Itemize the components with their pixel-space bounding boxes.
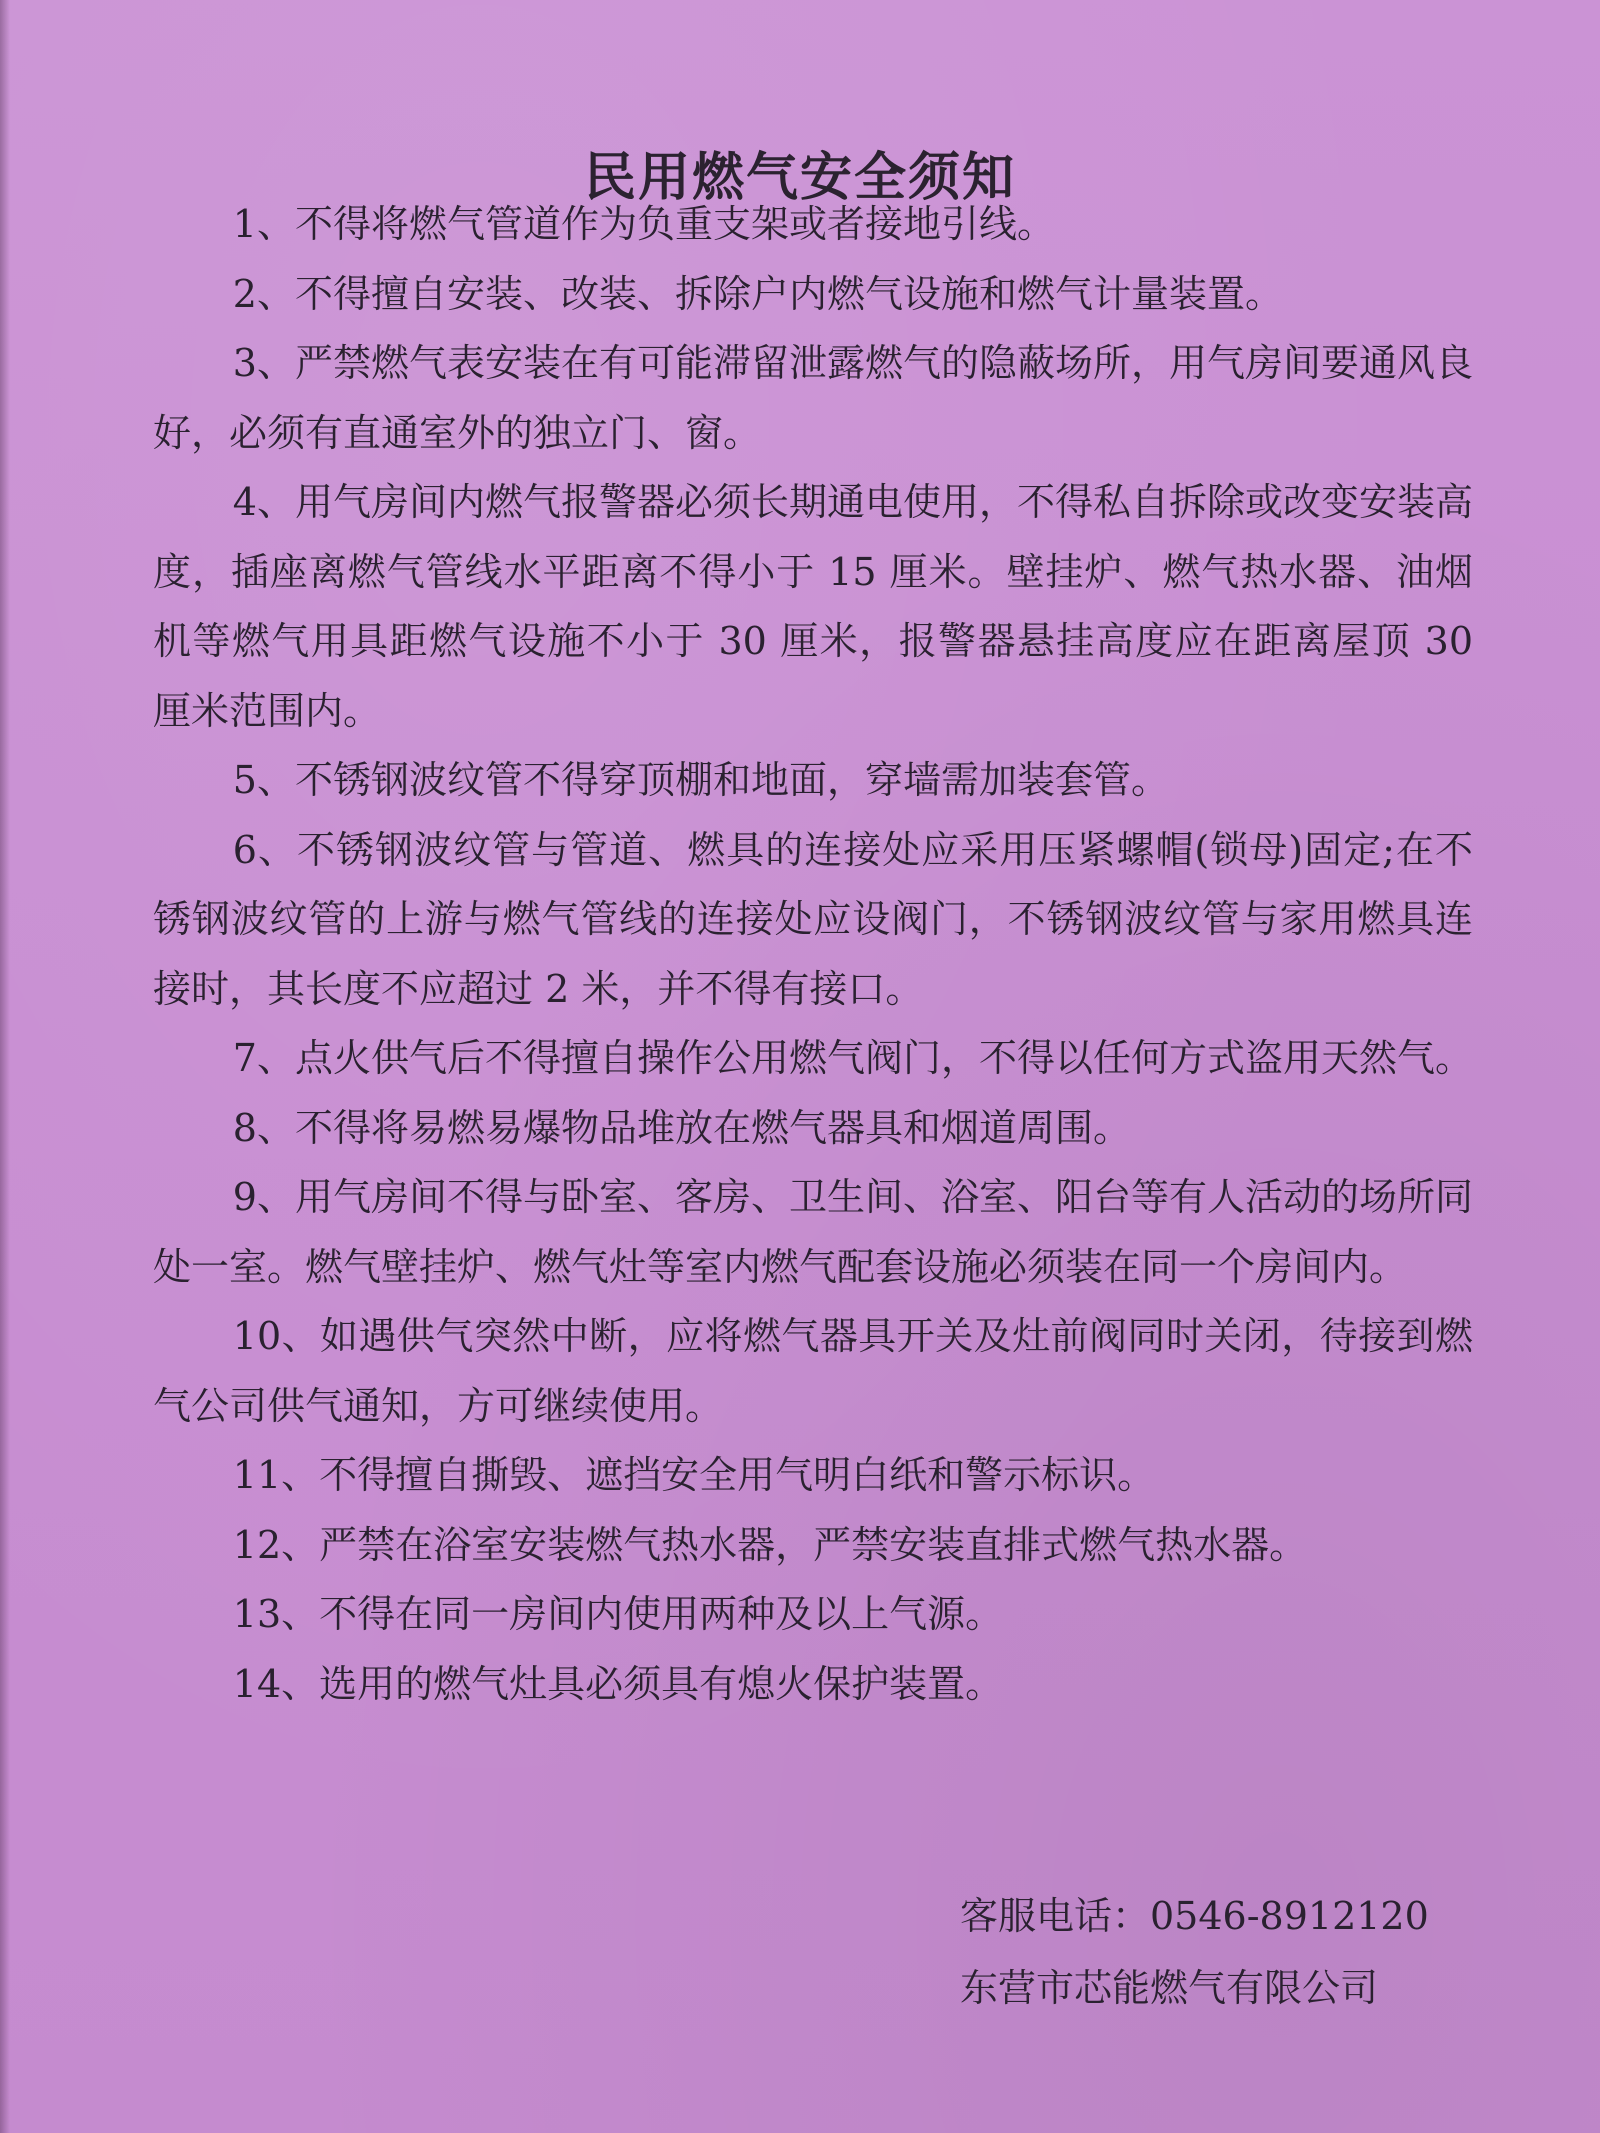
rule-item-9: 9、用气房间不得与卧室、客房、卫生间、浴室、阳台等有人活动的场所同处一室。燃气壁挂炉、燃气灶等室内燃气配套设施必须装在同一个房间内。 <box>153 1175 1473 1289</box>
rules-list <box>153 190 1473 1719</box>
rule-item-3: 3、严禁燃气表安装在有可能滞留泄露燃气的隐蔽场所，用气房间要通风良好，必须有直通室外的独立门、窗。 <box>153 341 1473 455</box>
rule-item-5: 5、不锈钢波纹管不得穿顶棚和地面，穿墙需加装套管。 <box>232 758 1169 802</box>
document-title: 民用燃气安全须知 <box>583 147 1016 208</box>
rule-item-10: 10、如遇供气突然中断，应将燃气器具开关及灶前阀同时关闭，待接到燃气公司供气通知，方可继续使用。 <box>153 1314 1473 1428</box>
rule-item-13: 13、不得在同一房间内使用两种及以上气源。 <box>232 1592 1004 1636</box>
rule-item-2: 2、不得擅自安装、改装、拆除户内燃气设施和燃气计量装置。 <box>232 271 1283 316</box>
company-name: 东营市芯能燃气有限公司 <box>960 1966 1379 2010</box>
paper-edge-shadow <box>0 0 10 2133</box>
rule-item-8: 8、不得将易燃易爆物品堆放在燃气器具和烟道周围。 <box>232 1105 1131 1150</box>
rule-item-6: 6、不锈钢波纹管与管道、燃具的连接处应采用压紧螺帽(锁母)固定;在不锈钢波纹管的上游与燃气管线的连接处应设阀门，不锈钢波纹管与家用燃具连接时，其长度不应超过 2 米，并不得有接口。 <box>153 827 1473 1011</box>
rule-item-4: 4、用气房间内燃气报警器必须长期通电使用，不得私自拆除或改变安装高度，插座离燃气管线水平距离不得小于 15 厘米。壁挂炉、燃气热水器、油烟机等燃气用具距燃气设施不小于 30 厘米，报警器悬挂高度应在距离屋顶 30 厘米范围内。 <box>153 480 1473 733</box>
rule-item-1: 1、不得将燃气管道作为负重支架或者接地引线。 <box>232 202 1055 246</box>
rule-item-14: 14、选用的燃气灶具必须具有熄火保护装置。 <box>232 1661 1004 1706</box>
service-hotline: 客服电话：0546-8912120 <box>960 1894 1429 1938</box>
rule-item-11: 11、不得擅自撕毁、遮挡安全用气明白纸和警示标识。 <box>232 1453 1156 1497</box>
rule-item-12: 12、严禁在浴室安装燃气热水器，严禁安装直排式燃气热水器。 <box>232 1522 1308 1567</box>
footer <box>960 1880 1429 2024</box>
rule-item-7: 7、点火供气后不得擅自操作公用燃气阀门，不得以任何方式盗用天然气。 <box>232 1036 1473 1080</box>
